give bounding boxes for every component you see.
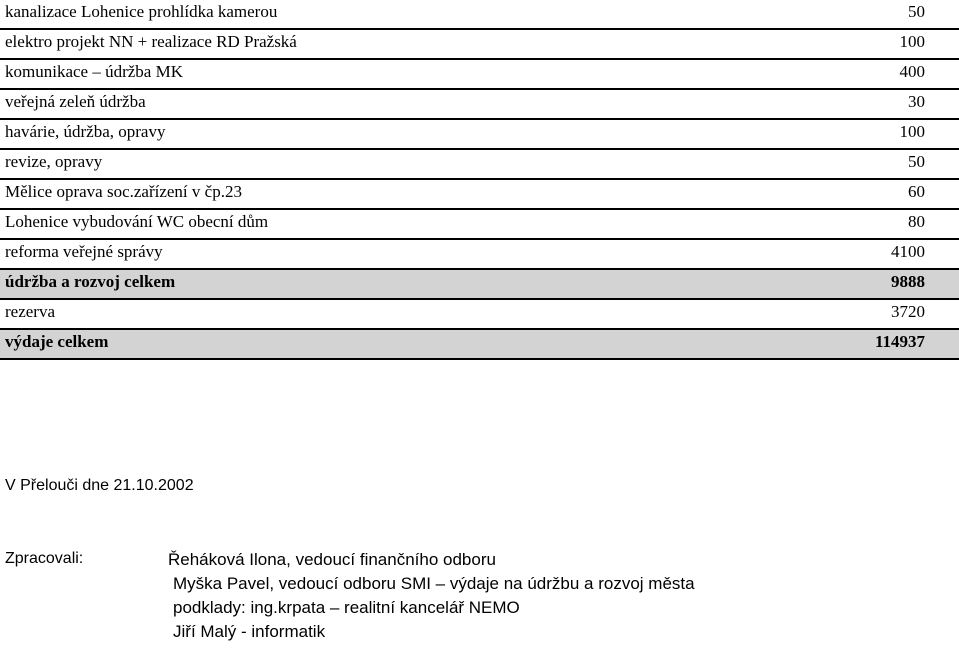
table-row	[0, 240, 959, 270]
row-label: havárie, údržba, opravy	[5, 122, 166, 141]
prepared-by-list	[168, 548, 695, 644]
row-value: 50	[908, 152, 925, 171]
row-value: 4100	[891, 242, 925, 261]
table-row	[0, 90, 959, 120]
table-row	[0, 30, 959, 60]
prepared-by-entry: podklady: ing.krpata – realitní kancelář NEMO	[173, 598, 520, 617]
table-total-row	[0, 270, 959, 300]
row-value: 3720	[891, 302, 925, 321]
row-value: 400	[899, 62, 925, 81]
table-row	[0, 0, 959, 30]
row-label: reforma veřejné správy	[5, 242, 163, 261]
table-row	[0, 300, 959, 330]
prepared-by-entry: Řeháková Ilona, vedoucí finančního odboru	[168, 550, 496, 569]
row-value: 100	[899, 32, 925, 51]
table-row	[0, 210, 959, 240]
row-label: kanalizace Lohenice prohlídka kamerou	[5, 2, 278, 21]
row-value: 30	[908, 92, 925, 111]
row-label: revize, opravy	[5, 152, 103, 171]
row-label: výdaje celkem	[5, 332, 109, 351]
row-value: 100	[899, 122, 925, 141]
row-label: údržba a rozvoj celkem	[5, 272, 176, 291]
table-row	[0, 180, 959, 210]
row-label: komunikace – údržba MK	[5, 62, 183, 81]
row-label: elektro projekt NN + realizace RD Pražská	[5, 32, 297, 51]
table-row	[0, 60, 959, 90]
row-value: 114937	[874, 332, 925, 351]
prepared-by-label: Zpracovali:	[5, 550, 84, 567]
table-row	[0, 150, 959, 180]
row-label: Mělice oprava soc.zařízení v čp.23	[5, 182, 242, 201]
document-date: V Přelouči dne 21.10.2002	[5, 477, 194, 494]
row-value: 80	[908, 212, 925, 231]
row-label: veřejná zeleň údržba	[5, 92, 146, 111]
table-total-row	[0, 330, 959, 360]
row-value: 9888	[891, 272, 925, 291]
row-value: 60	[908, 182, 925, 201]
row-label: rezerva	[5, 302, 56, 321]
row-label: Lohenice vybudování WC obecní dům	[5, 212, 269, 231]
row-value: 50	[908, 2, 925, 21]
table-row	[0, 120, 959, 150]
prepared-by-entry: Jiří Malý - informatik	[173, 622, 326, 641]
prepared-by-entry: Myška Pavel, vedoucí odboru SMI – výdaje na údržbu a rozvoj města	[173, 574, 695, 593]
